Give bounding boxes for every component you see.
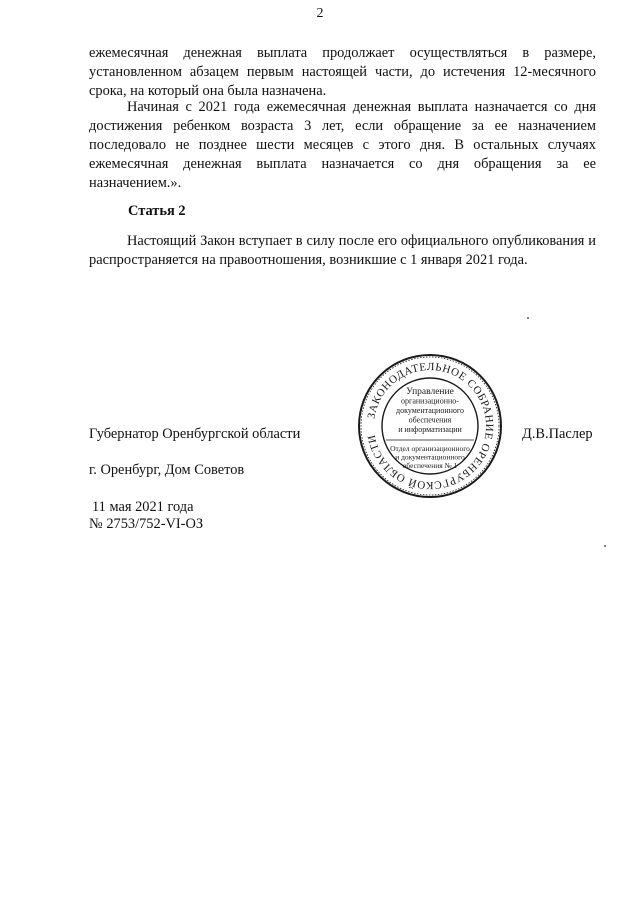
signing-place: г. Оренбург, Дом Советов (89, 462, 245, 478)
seal-center-line: и информатизации (398, 425, 462, 434)
seal-center-line: организационно- (401, 396, 459, 406)
seal-department-line: и документационного (395, 452, 465, 462)
seal-center-line: Управление (406, 387, 454, 397)
seal-department-line: Отдел организационного (390, 444, 470, 453)
seal-center-line: обеспечения (408, 415, 452, 425)
seal-center-line: документационного (396, 406, 464, 415)
article-heading: Статья 2 (128, 203, 186, 219)
law-number: № 2753/752-VI-ОЗ (89, 516, 204, 532)
body-paragraph: Настоящий Закон вступает в силу после его официального опубликования и распространяется на правоотношения, возникшие с 1 января 2021 года. (89, 233, 596, 268)
body-paragraph: ежемесячная денежная выплата продолжает осуществляться в размере, установленном абзацем первым настоящей части, до истечения 12-месячного срока, на который она была назначена. (89, 45, 596, 99)
official-seal (356, 352, 504, 500)
seal-graphic (356, 352, 504, 500)
governor-name: Д.В.Паслер (522, 426, 593, 442)
scan-speck (527, 317, 529, 319)
page-number: 2 (316, 6, 324, 21)
signing-date: 11 мая 2021 года (92, 499, 194, 515)
svg-text:ЗАКОНОДАТЕЛЬНОЕ СОБРАНИЕ ОРЕНБ: ЗАКОНОДАТЕЛЬНОЕ СОБРАНИЕ ОРЕНБУРГСКОЙ ОБЛАСТИ (365, 360, 496, 492)
scan-speck (604, 545, 606, 547)
governor-title: Губернатор Оренбургской области (89, 426, 301, 442)
seal-department-line: обеспечения № 1 (402, 461, 458, 470)
body-paragraph: Начиная с 2021 года ежемесячная денежная выплата назначается со дня достижения ребенком возраста 3 лет, если обращение за ее назначением последовало не позднее шести месяцев с этого дня. В остальных случаях ежемесячная денежная выплата назначается со дня обращения за ее назначением.». (89, 99, 596, 191)
